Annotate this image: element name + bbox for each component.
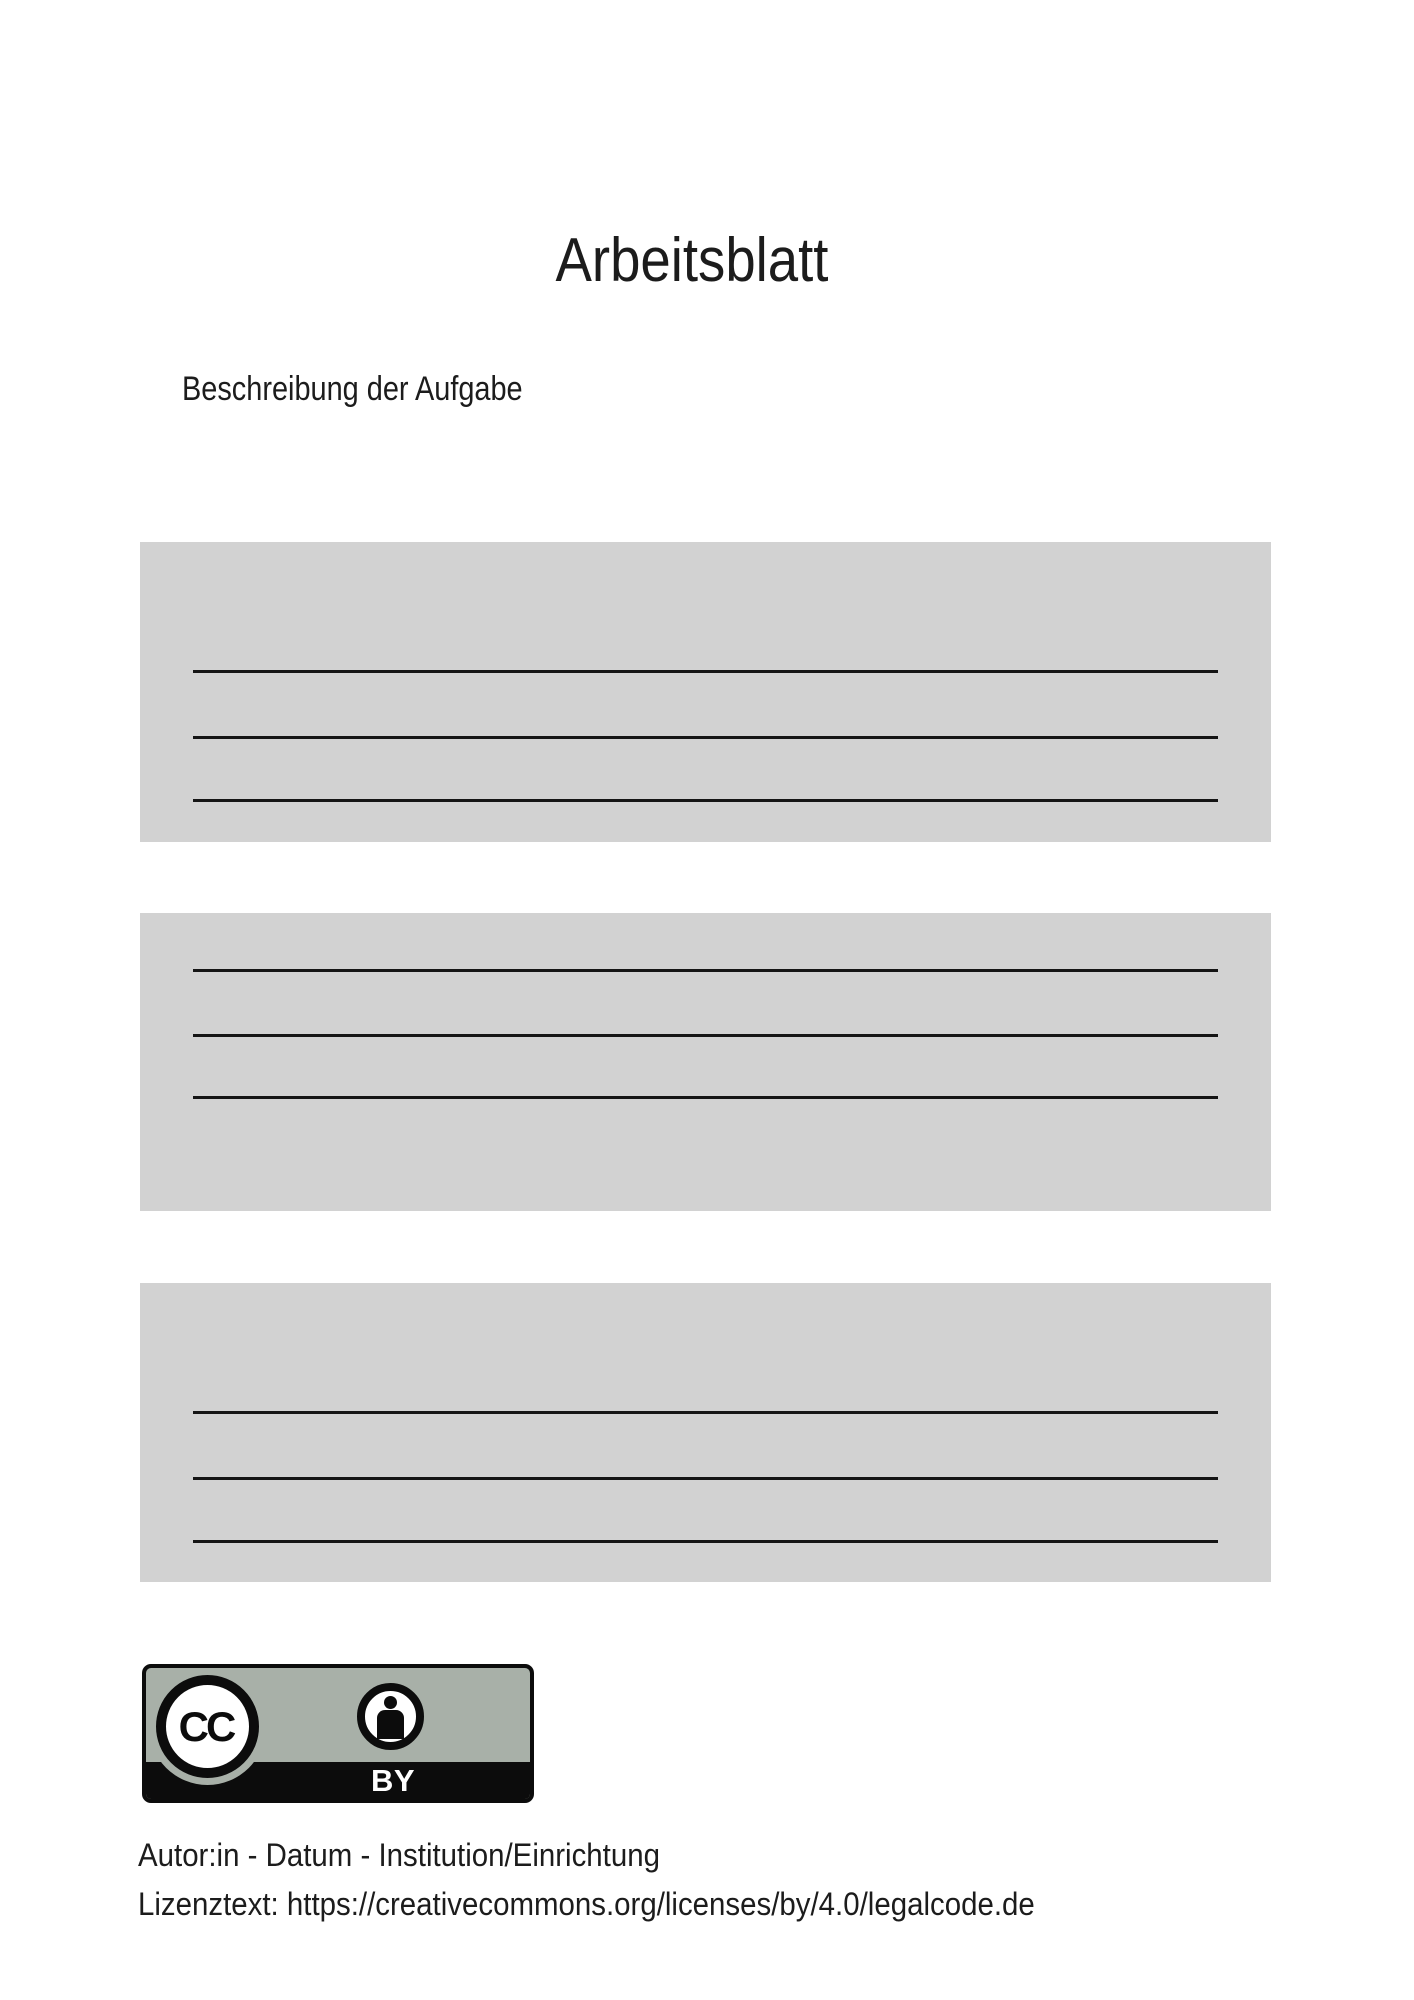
person-head-icon [384,1696,397,1709]
writing-line [193,1096,1218,1099]
writing-line [193,799,1218,802]
writing-line [193,736,1218,739]
answer-box [140,913,1271,1211]
cc-by-license-badge [142,1664,534,1803]
page-title: Arbeitsblatt [555,226,829,295]
attribution-person-icon [357,1683,424,1750]
answer-box [140,1283,1271,1582]
cc-label: CC [178,1702,234,1750]
writing-line [193,1411,1218,1414]
person-body-icon [377,1710,404,1739]
footer-license-text: Lizenztext: https://creativecommons.org/licenses/by/4.0/legalcode.de [138,1886,1035,1922]
writing-line [193,670,1218,673]
footer-attribution: Autor:in - Datum - Institution/Einrichtung [138,1837,660,1873]
task-description: Beschreibung der Aufgabe [182,370,523,408]
cc-logo-icon [156,1675,259,1778]
by-label: BY [370,1763,416,1798]
writing-line [193,1540,1218,1543]
writing-line [193,969,1218,972]
writing-line [193,1034,1218,1037]
writing-line [193,1477,1218,1480]
answer-box [140,542,1271,842]
